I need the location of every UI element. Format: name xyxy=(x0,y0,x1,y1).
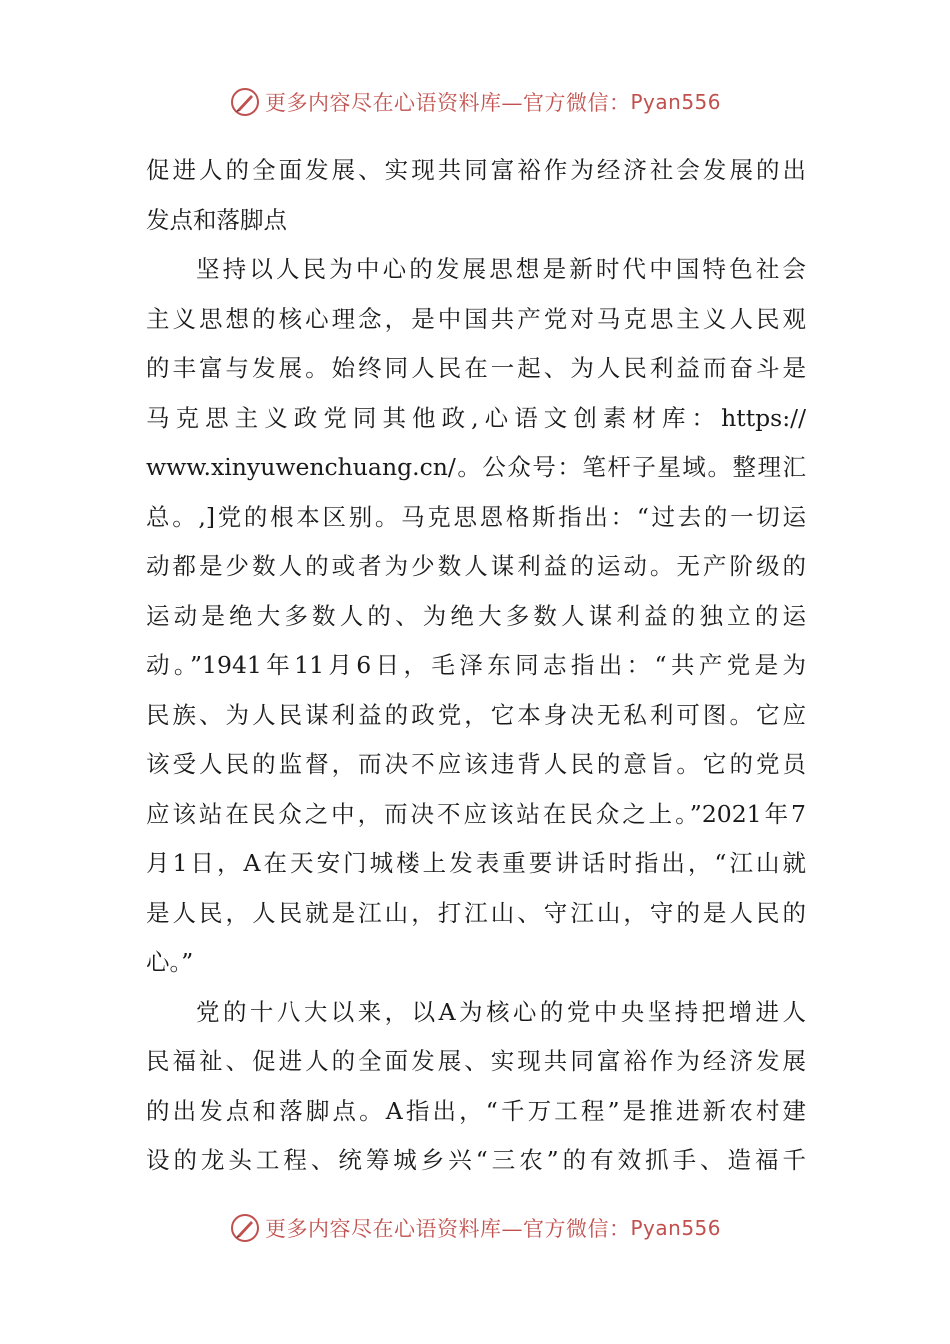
footer-wechat-id: Pyan556 xyxy=(630,1216,721,1240)
body-line: 心。” xyxy=(146,948,194,976)
header-banner xyxy=(0,82,950,122)
body-line: 促进人的全面发展、实现共同富裕作为经济社会发展的出 xyxy=(146,156,806,184)
body-line: 运动是绝大多数人的、为绝大多数人谋利益的独立的运 xyxy=(146,601,806,630)
pen-logo-icon xyxy=(229,86,261,118)
body-line: 月1日，A在天安门城楼上发表重要讲话时指出，“江山就 xyxy=(146,849,806,877)
body-line: 党的十八大以来，以A为核心的党中央坚持把增进人 xyxy=(196,997,806,1026)
document-body xyxy=(146,146,806,1186)
body-line: 动。”1941年11月6日，毛泽东同志指出：“共产党是为 xyxy=(146,651,806,679)
footer-banner-text: 更多内容尽在心语资料库—官方微信： xyxy=(264,1217,631,1241)
body-line: 该受人民的监督，而决不应该违背人民的意旨。它的党员 xyxy=(146,750,806,778)
header-wechat-id: Pyan556 xyxy=(630,90,721,114)
body-line: 坚持以人民为中心的发展思想是新时代中国特色社会 xyxy=(196,255,806,283)
body-line: 动都是少数人的或者为少数人谋利益的运动。无产阶级的 xyxy=(146,552,806,580)
body-line: 主义思想的核心理念，是中国共产党对马克思主义人民观 xyxy=(146,304,806,333)
body-line: 应该站在民众之中，而决不应该站在民众之上。”2021年7 xyxy=(146,799,806,828)
body-line: www.xinyuwenchuang.cn/。公众号：笔杆子星域。整理汇 xyxy=(146,453,806,481)
body-line: 是人民，人民就是江山，打江山、守江山，守的是人民的 xyxy=(146,898,806,927)
body-line: 设的龙头工程、统筹城乡兴“三农”的有效抓手、造福千 xyxy=(146,1146,806,1174)
body-line: 民福祉、促进人的全面发展、实现共同富裕作为经济发展 xyxy=(146,1047,806,1075)
body-line: 马克思主义政党同其他政,心语文创素材库：https:// xyxy=(146,403,806,432)
pen-logo-icon xyxy=(229,1212,261,1244)
body-line: 的丰富与发展。始终同人民在一起、为人民利益而奋斗是 xyxy=(146,354,806,382)
body-line: 的出发点和落脚点。A指出，“千万工程”是推进新农村建 xyxy=(146,1096,806,1125)
body-line: 总。,]党的根本区别。马克思恩格斯指出：“过去的一切运 xyxy=(146,502,806,531)
body-line: 发点和落脚点 xyxy=(146,205,287,234)
header-banner-text: 更多内容尽在心语资料库—官方微信： xyxy=(264,91,631,115)
body-line: 民族、为人民谋利益的政党，它本身决无私利可图。它应 xyxy=(146,700,806,729)
footer-banner xyxy=(0,1208,950,1248)
